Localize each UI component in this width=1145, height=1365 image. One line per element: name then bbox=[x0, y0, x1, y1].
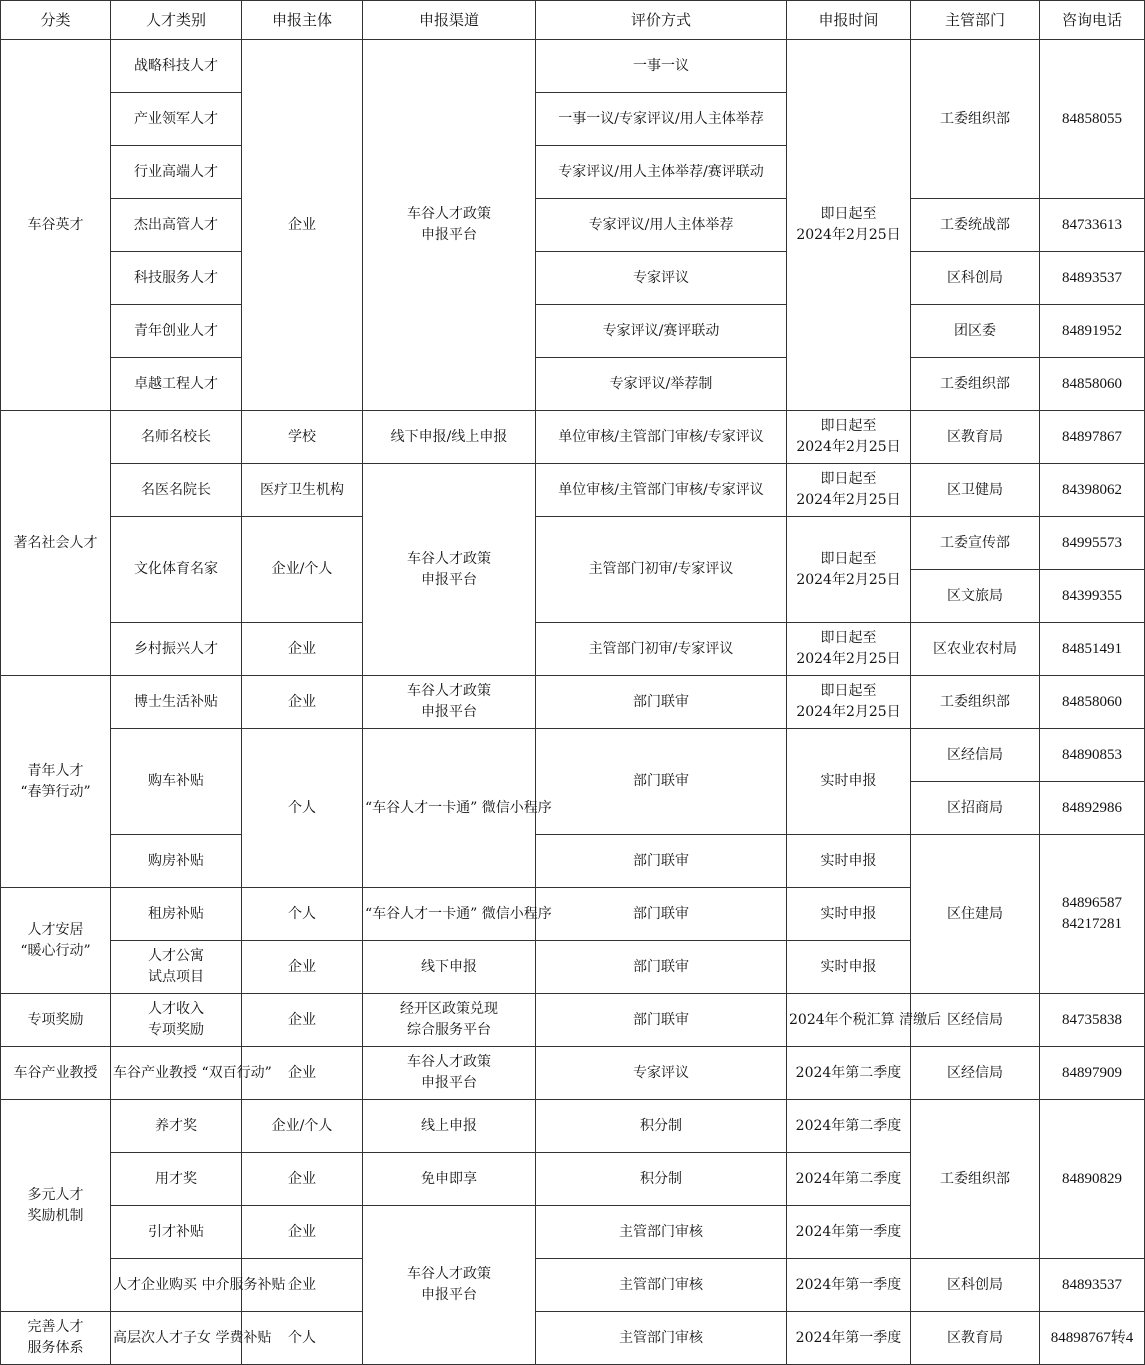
cell-talent-type: 文化体育名家 bbox=[111, 517, 242, 623]
cell-phone: 84892986 bbox=[1040, 782, 1145, 835]
cell-category: 人才安居 “暖心行动” bbox=[1, 888, 111, 994]
cell-talent-type: 青年创业人才 bbox=[111, 305, 242, 358]
cell-evaluation: 专家评议 bbox=[536, 252, 787, 305]
cell-time: 2024年个税汇算 清缴后 bbox=[787, 994, 911, 1047]
cell-department: 工委宣传部 bbox=[911, 517, 1040, 570]
cell-evaluation: 主管部门审核 bbox=[536, 1206, 787, 1259]
cell-phone: 84733613 bbox=[1040, 199, 1145, 252]
cell-evaluation: 部门联审 bbox=[536, 835, 787, 888]
table-row bbox=[1, 40, 1145, 93]
cell-department: 工委统战部 bbox=[911, 199, 1040, 252]
cell-department: 区招商局 bbox=[911, 782, 1040, 835]
cell-talent-type: 人才收入 专项奖励 bbox=[111, 994, 242, 1047]
cell-department: 区经信局 bbox=[911, 1047, 1040, 1100]
cell-time: 即日起至 2024年2月25日 bbox=[787, 411, 911, 464]
cell-phone: 84893537 bbox=[1040, 1259, 1145, 1312]
cell-evaluation: 主管部门初审/专家评议 bbox=[536, 517, 787, 623]
cell-applicant: 个人 bbox=[242, 1312, 363, 1365]
cell-channel: “车谷人才一卡通” 微信小程序 bbox=[363, 888, 536, 941]
cell-applicant: 企业 bbox=[242, 1259, 363, 1312]
cell-applicant: 企业/个人 bbox=[242, 517, 363, 623]
cell-phone: 84399355 bbox=[1040, 570, 1145, 623]
cell-channel: 车谷人才政策 申报平台 bbox=[363, 1206, 536, 1365]
cell-evaluation: 单位审核/主管部门审核/专家评议 bbox=[536, 411, 787, 464]
cell-talent-type: 科技服务人才 bbox=[111, 252, 242, 305]
cell-applicant: 企业 bbox=[242, 1047, 363, 1100]
cell-applicant: 企业 bbox=[242, 676, 363, 729]
cell-time: 2024年第二季度 bbox=[787, 1153, 911, 1206]
table-row bbox=[1, 729, 1145, 782]
table-row bbox=[1, 358, 1145, 411]
cell-category: 专项奖励 bbox=[1, 994, 111, 1047]
cell-evaluation: 主管部门初审/专家评议 bbox=[536, 623, 787, 676]
cell-channel: 车谷人才政策 申报平台 bbox=[363, 40, 536, 411]
cell-phone: 84858060 bbox=[1040, 358, 1145, 411]
cell-evaluation: 单位审核/主管部门审核/专家评议 bbox=[536, 464, 787, 517]
cell-evaluation: 专家评议/举荐制 bbox=[536, 358, 787, 411]
cell-applicant: 企业 bbox=[242, 994, 363, 1047]
cell-time: 即日起至 2024年2月25日 bbox=[787, 676, 911, 729]
cell-evaluation: 一事一议/专家评议/用人主体举荐 bbox=[536, 93, 787, 146]
cell-time: 2024年第一季度 bbox=[787, 1312, 911, 1365]
cell-talent-type: 购车补贴 bbox=[111, 729, 242, 835]
header-phone: 咨询电话 bbox=[1040, 1, 1145, 40]
cell-category: 完善人才 服务体系 bbox=[1, 1312, 111, 1365]
cell-department: 区经信局 bbox=[911, 994, 1040, 1047]
cell-talent-type: 产业领军人才 bbox=[111, 93, 242, 146]
cell-category: 青年人才 “春笋行动” bbox=[1, 676, 111, 888]
cell-time: 即日起至 2024年2月25日 bbox=[787, 40, 911, 411]
cell-evaluation: 一事一议 bbox=[536, 40, 787, 93]
cell-talent-type: 车谷产业教授 “双百行动” bbox=[111, 1047, 242, 1100]
cell-time: 实时申报 bbox=[787, 835, 911, 888]
cell-time: 2024年第二季度 bbox=[787, 1047, 911, 1100]
cell-applicant: 企业/个人 bbox=[242, 1100, 363, 1153]
cell-category: 车谷产业教授 bbox=[1, 1047, 111, 1100]
cell-category: 多元人才 奖励机制 bbox=[1, 1100, 111, 1312]
cell-time: 实时申报 bbox=[787, 888, 911, 941]
cell-department: 区科创局 bbox=[911, 252, 1040, 305]
cell-time: 实时申报 bbox=[787, 941, 911, 994]
cell-talent-type: 博士生活补贴 bbox=[111, 676, 242, 729]
cell-phone: 84858060 bbox=[1040, 676, 1145, 729]
cell-department: 区住建局 bbox=[911, 835, 1040, 994]
cell-applicant: 个人 bbox=[242, 888, 363, 941]
header-category: 分类 bbox=[1, 1, 111, 40]
cell-applicant: 学校 bbox=[242, 411, 363, 464]
table-row bbox=[1, 411, 1145, 464]
cell-phone: 84896587 84217281 bbox=[1040, 835, 1145, 994]
cell-department: 区科创局 bbox=[911, 1259, 1040, 1312]
cell-department: 区卫健局 bbox=[911, 464, 1040, 517]
cell-channel: 线上申报 bbox=[363, 1100, 536, 1153]
header-applicant: 申报主体 bbox=[242, 1, 363, 40]
cell-talent-type: 引才补贴 bbox=[111, 1206, 242, 1259]
cell-phone: 84893537 bbox=[1040, 252, 1145, 305]
cell-evaluation: 积分制 bbox=[536, 1100, 787, 1153]
cell-phone: 84890829 bbox=[1040, 1100, 1145, 1259]
cell-department: 工委组织部 bbox=[911, 1100, 1040, 1259]
cell-evaluation: 部门联审 bbox=[536, 888, 787, 941]
cell-talent-type: 高层次人才子女 学费补贴 bbox=[111, 1312, 242, 1365]
table-row bbox=[1, 464, 1145, 517]
cell-talent-type: 战略科技人才 bbox=[111, 40, 242, 93]
cell-time: 即日起至 2024年2月25日 bbox=[787, 464, 911, 517]
table-row bbox=[1, 623, 1145, 676]
cell-talent-type: 名医名院长 bbox=[111, 464, 242, 517]
cell-applicant: 企业 bbox=[242, 941, 363, 994]
cell-applicant: 医疗卫生机构 bbox=[242, 464, 363, 517]
table-row bbox=[1, 994, 1145, 1047]
cell-talent-type: 购房补贴 bbox=[111, 835, 242, 888]
cell-evaluation: 专家评议 bbox=[536, 1047, 787, 1100]
header-talent-type: 人才类别 bbox=[111, 1, 242, 40]
cell-time: 2024年第一季度 bbox=[787, 1206, 911, 1259]
cell-department: 区教育局 bbox=[911, 411, 1040, 464]
cell-evaluation: 部门联审 bbox=[536, 941, 787, 994]
cell-channel: “车谷人才一卡通” 微信小程序 bbox=[363, 729, 536, 888]
cell-category: 著名社会人才 bbox=[1, 411, 111, 676]
cell-phone: 84995573 bbox=[1040, 517, 1145, 570]
cell-channel: 经开区政策兑现 综合服务平台 bbox=[363, 994, 536, 1047]
cell-evaluation: 积分制 bbox=[536, 1153, 787, 1206]
cell-evaluation: 主管部门审核 bbox=[536, 1259, 787, 1312]
cell-evaluation: 专家评议/用人主体举荐/赛评联动 bbox=[536, 146, 787, 199]
cell-applicant: 企业 bbox=[242, 40, 363, 411]
cell-evaluation: 部门联审 bbox=[536, 994, 787, 1047]
cell-department: 工委组织部 bbox=[911, 358, 1040, 411]
cell-department: 工委组织部 bbox=[911, 676, 1040, 729]
cell-time: 实时申报 bbox=[787, 729, 911, 835]
cell-applicant: 企业 bbox=[242, 1206, 363, 1259]
cell-phone: 84735838 bbox=[1040, 994, 1145, 1047]
cell-talent-type: 名师名校长 bbox=[111, 411, 242, 464]
cell-time: 即日起至 2024年2月25日 bbox=[787, 517, 911, 623]
header-evaluation: 评价方式 bbox=[536, 1, 787, 40]
header-time: 申报时间 bbox=[787, 1, 911, 40]
cell-channel: 车谷人才政策 申报平台 bbox=[363, 676, 536, 729]
cell-department: 区教育局 bbox=[911, 1312, 1040, 1365]
cell-phone: 84891952 bbox=[1040, 305, 1145, 358]
cell-phone: 84851491 bbox=[1040, 623, 1145, 676]
cell-phone: 84398062 bbox=[1040, 464, 1145, 517]
cell-channel: 线下申报 bbox=[363, 941, 536, 994]
table-row bbox=[1, 1100, 1145, 1153]
cell-applicant: 企业 bbox=[242, 1153, 363, 1206]
cell-channel: 免申即享 bbox=[363, 1153, 536, 1206]
cell-talent-type: 杰出高管人才 bbox=[111, 199, 242, 252]
cell-phone: 84897909 bbox=[1040, 1047, 1145, 1100]
header-row bbox=[1, 1, 1145, 40]
cell-evaluation: 主管部门审核 bbox=[536, 1312, 787, 1365]
cell-channel: 车谷人才政策 申报平台 bbox=[363, 1047, 536, 1100]
cell-talent-type: 行业高端人才 bbox=[111, 146, 242, 199]
table-row bbox=[1, 1047, 1145, 1100]
header-channel: 申报渠道 bbox=[363, 1, 536, 40]
cell-department: 工委组织部 bbox=[911, 40, 1040, 199]
cell-talent-type: 卓越工程人才 bbox=[111, 358, 242, 411]
cell-evaluation: 专家评议/用人主体举荐 bbox=[536, 199, 787, 252]
cell-applicant: 企业 bbox=[242, 623, 363, 676]
table-row bbox=[1, 199, 1145, 252]
cell-talent-type: 养才奖 bbox=[111, 1100, 242, 1153]
cell-evaluation: 专家评议/赛评联动 bbox=[536, 305, 787, 358]
header-department: 主管部门 bbox=[911, 1, 1040, 40]
cell-department: 团区委 bbox=[911, 305, 1040, 358]
cell-category: 车谷英才 bbox=[1, 40, 111, 411]
cell-channel: 线下申报/线上申报 bbox=[363, 411, 536, 464]
cell-evaluation: 部门联审 bbox=[536, 729, 787, 835]
cell-time: 2024年第二季度 bbox=[787, 1100, 911, 1153]
cell-phone: 84890853 bbox=[1040, 729, 1145, 782]
cell-department: 区经信局 bbox=[911, 729, 1040, 782]
cell-evaluation: 部门联审 bbox=[536, 676, 787, 729]
cell-department: 区农业农村局 bbox=[911, 623, 1040, 676]
table-row bbox=[1, 1259, 1145, 1312]
cell-phone: 84858055 bbox=[1040, 40, 1145, 199]
table-row bbox=[1, 835, 1145, 888]
cell-talent-type: 租房补贴 bbox=[111, 888, 242, 941]
cell-phone: 84898767转4 bbox=[1040, 1312, 1145, 1365]
table-row bbox=[1, 252, 1145, 305]
cell-applicant: 个人 bbox=[242, 729, 363, 888]
table-row bbox=[1, 305, 1145, 358]
cell-channel: 车谷人才政策 申报平台 bbox=[363, 464, 536, 676]
cell-talent-type: 人才企业购买 中介服务补贴 bbox=[111, 1259, 242, 1312]
cell-time: 即日起至 2024年2月25日 bbox=[787, 623, 911, 676]
cell-department: 区文旅局 bbox=[911, 570, 1040, 623]
table-row bbox=[1, 1312, 1145, 1365]
cell-talent-type: 人才公寓 试点项目 bbox=[111, 941, 242, 994]
cell-talent-type: 乡村振兴人才 bbox=[111, 623, 242, 676]
table-row bbox=[1, 676, 1145, 729]
cell-phone: 84897867 bbox=[1040, 411, 1145, 464]
table-row bbox=[1, 517, 1145, 570]
cell-talent-type: 用才奖 bbox=[111, 1153, 242, 1206]
cell-time: 2024年第一季度 bbox=[787, 1259, 911, 1312]
